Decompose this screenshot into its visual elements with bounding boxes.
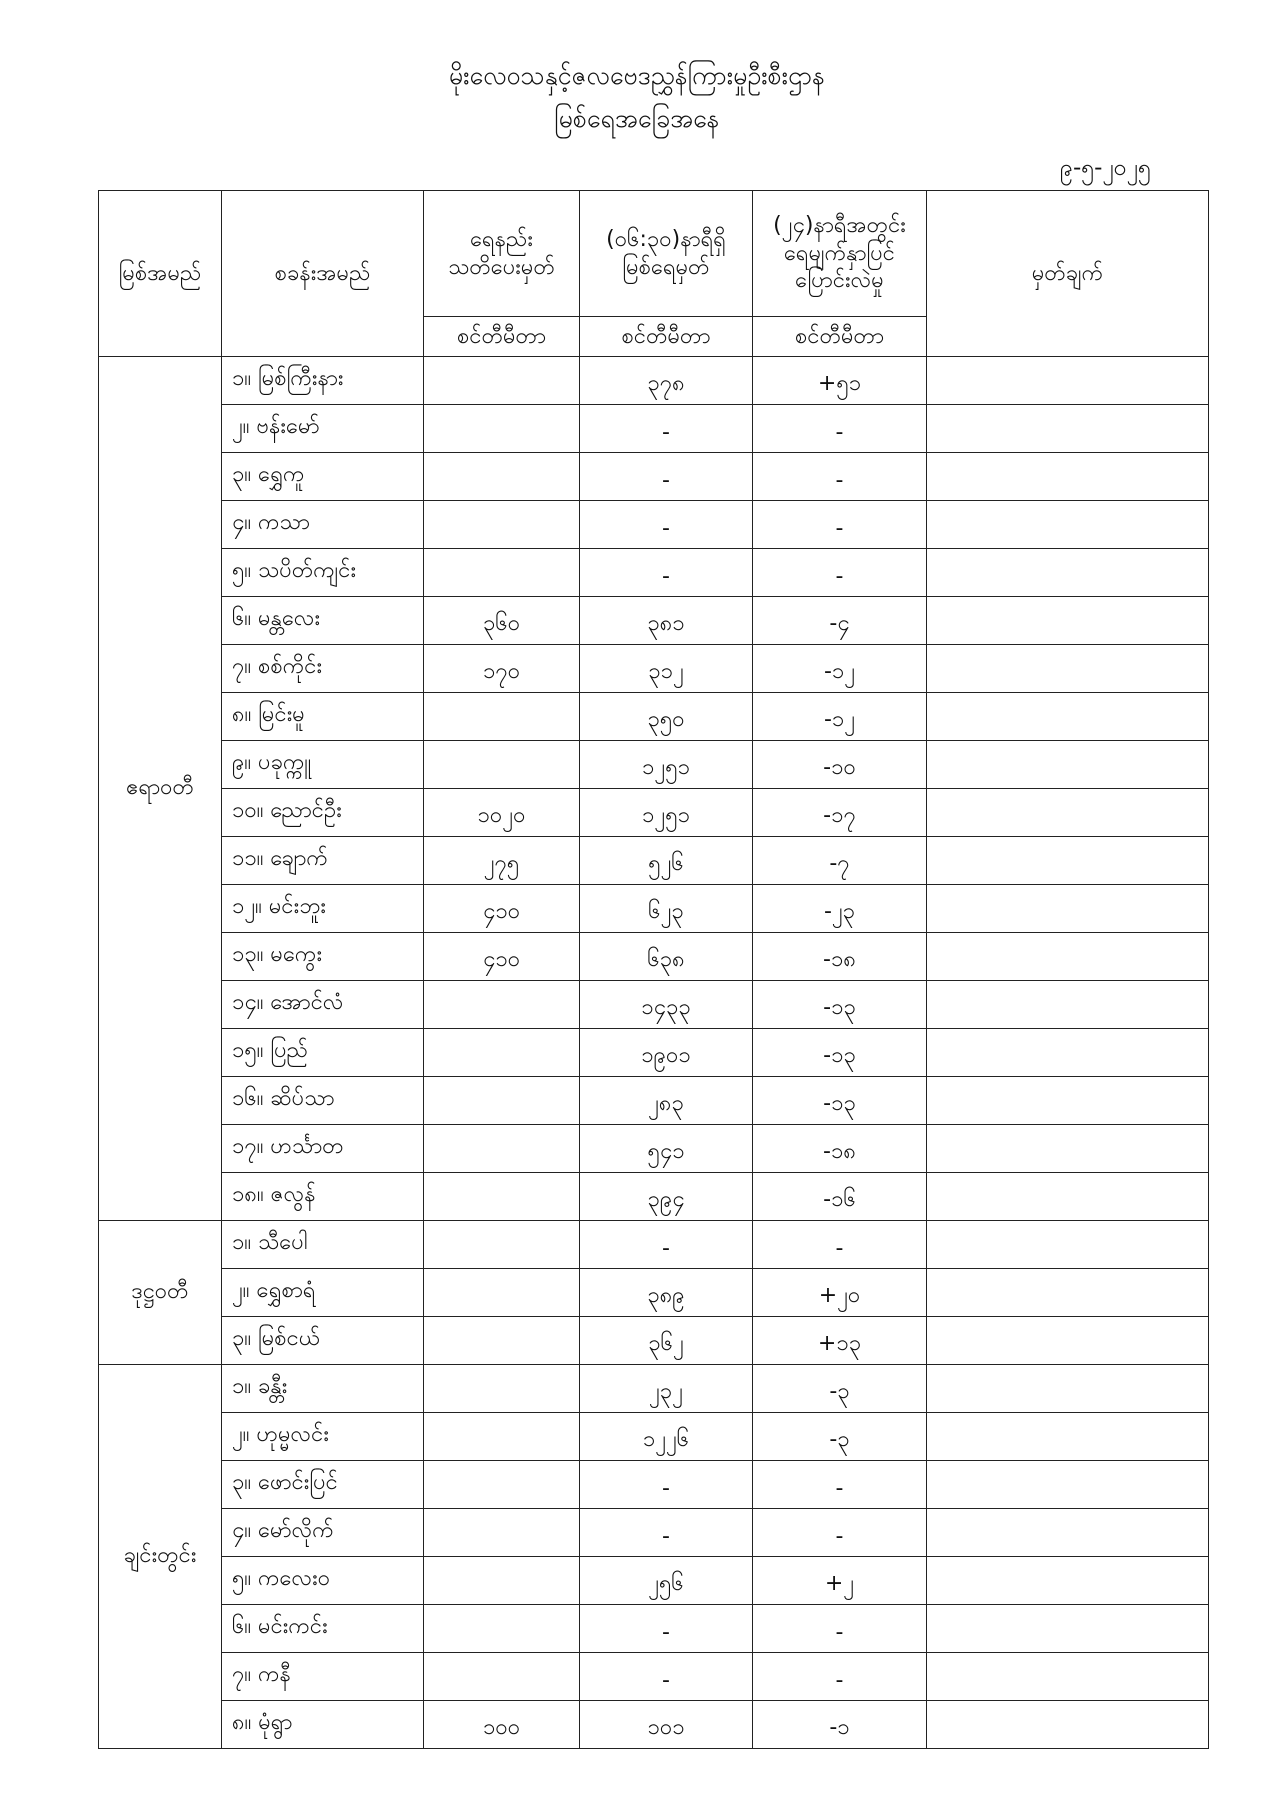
warning-level	[424, 405, 580, 453]
remark	[927, 837, 1209, 885]
warning-level	[424, 453, 580, 501]
remark	[927, 1557, 1209, 1605]
remark	[927, 741, 1209, 789]
water-level: ၂၈၃	[580, 1077, 753, 1125]
warning-level	[424, 357, 580, 405]
col-header-level-text: (၀၆:၃၀)နာရီရှိ မြစ်ရေမှတ်	[606, 227, 726, 280]
warning-level: ၁၇၀	[424, 645, 580, 693]
water-level: ၂၅၆	[580, 1557, 753, 1605]
level-change: -၁၆	[753, 1173, 927, 1221]
remark	[927, 885, 1209, 933]
warning-level	[424, 693, 580, 741]
col-header-change	[753, 191, 927, 317]
level-change: -၁၈	[753, 1125, 927, 1173]
table-row	[99, 597, 1209, 645]
level-change: -၃	[753, 1413, 927, 1461]
remark	[927, 501, 1209, 549]
remark	[927, 933, 1209, 981]
station-name: ၆။ မန္တလေး	[222, 597, 424, 645]
level-change: -	[753, 453, 927, 501]
water-level: ၆၃၈	[580, 933, 753, 981]
warning-level	[424, 1125, 580, 1173]
table-row	[99, 693, 1209, 741]
table-row	[99, 1605, 1209, 1653]
level-change: -၇	[753, 837, 927, 885]
col-header-remark: မှတ်ချက်	[927, 191, 1209, 357]
remark	[927, 1221, 1209, 1269]
remark	[927, 1461, 1209, 1509]
table-row	[99, 1653, 1209, 1701]
remark	[927, 1653, 1209, 1701]
station-name: ၁၈။ ဇလွန်	[222, 1173, 424, 1221]
station-name: ၃။ မြစ်ငယ်	[222, 1317, 424, 1365]
remark	[927, 1077, 1209, 1125]
water-level: -	[580, 1605, 753, 1653]
level-change: -၁၃	[753, 1029, 927, 1077]
warning-level	[424, 741, 580, 789]
table-row	[99, 1413, 1209, 1461]
water-level: -	[580, 1221, 753, 1269]
station-name: ၂။ ဗန်းမော်	[222, 405, 424, 453]
station-name: ၁၂။ မင်းဘူး	[222, 885, 424, 933]
warning-level	[424, 1509, 580, 1557]
remark	[927, 789, 1209, 837]
warning-level	[424, 1077, 580, 1125]
level-change: -	[753, 405, 927, 453]
warning-level	[424, 1653, 580, 1701]
warning-level	[424, 1365, 580, 1413]
page-subtitle: မြစ်ရေအခြေအနေ	[554, 104, 720, 133]
remark	[927, 1125, 1209, 1173]
table-row	[99, 1221, 1209, 1269]
warning-level: ၂၇၅	[424, 837, 580, 885]
remark	[927, 1605, 1209, 1653]
remark	[927, 453, 1209, 501]
warning-level	[424, 1221, 580, 1269]
page-title: မိုးလေဝသနှင့်ဇလဗေဒညွှန်ကြားမှုဦးစီးဌာန	[448, 61, 826, 90]
warning-level: ၄၁၀	[424, 933, 580, 981]
warning-level	[424, 501, 580, 549]
water-level: -	[580, 405, 753, 453]
table-row	[99, 501, 1209, 549]
station-name: ၅။ သပိတ်ကျင်း	[222, 549, 424, 597]
level-change: -	[753, 1653, 927, 1701]
unit-label: စင်တီမီတာ	[424, 317, 580, 357]
table-row	[99, 405, 1209, 453]
station-name: ၃။ ရွှေကူ	[222, 453, 424, 501]
warning-level	[424, 1173, 580, 1221]
remark	[927, 357, 1209, 405]
level-change: -	[753, 501, 927, 549]
table-row	[99, 885, 1209, 933]
warning-level	[424, 1461, 580, 1509]
level-change: -	[753, 1461, 927, 1509]
level-change: -၁၂	[753, 693, 927, 741]
warning-level: ၁၀၂၀	[424, 789, 580, 837]
water-level: ၂၃၂	[580, 1365, 753, 1413]
warning-level	[424, 1317, 580, 1365]
water-level: ၃၉၄	[580, 1173, 753, 1221]
level-change: -၄	[753, 597, 927, 645]
water-level: ၁၂၅၁	[580, 741, 753, 789]
station-name: ၇။ ကနီ	[222, 1653, 424, 1701]
station-name: ၁၃။ မကွေး	[222, 933, 424, 981]
remark	[927, 405, 1209, 453]
level-change: -	[753, 1509, 927, 1557]
warning-level	[424, 1557, 580, 1605]
warning-level: ၃၆၀	[424, 597, 580, 645]
remark	[927, 597, 1209, 645]
remark	[927, 1509, 1209, 1557]
level-change: +၂၀	[753, 1269, 927, 1317]
remark	[927, 1317, 1209, 1365]
level-change: -၁၃	[753, 981, 927, 1029]
table-row	[99, 789, 1209, 837]
remark	[927, 1269, 1209, 1317]
station-name: ၈။ မုံရွာ	[222, 1701, 424, 1749]
warning-level	[424, 1269, 580, 1317]
station-name: ၁၄။ အောင်လံ	[222, 981, 424, 1029]
table-row	[99, 1173, 1209, 1221]
station-name: ၄။ မော်လိုက်	[222, 1509, 424, 1557]
report-date: ၉-၅-၂၀၂၅	[1060, 155, 1151, 181]
water-level: -	[580, 1461, 753, 1509]
station-name: ၂။ ရွှေစာရံ	[222, 1269, 424, 1317]
water-level: ၅၂၆	[580, 837, 753, 885]
station-name: ၁၇။ ဟင်္သာတ	[222, 1125, 424, 1173]
col-header-level	[580, 191, 753, 317]
river-name: ဧရာဝတီ	[99, 357, 222, 1221]
river-name: ဒုဋ္ဌဝတီ	[99, 1221, 222, 1365]
water-level: ၁၂၂၆	[580, 1413, 753, 1461]
unit-label: စင်တီမီတာ	[580, 317, 753, 357]
station-name: ၉။ ပခုက္ကူ	[222, 741, 424, 789]
remark	[927, 981, 1209, 1029]
station-name: ၁၀။ ညောင်ဦး	[222, 789, 424, 837]
station-name: ၄။ ကသာ	[222, 501, 424, 549]
col-header-river: မြစ်အမည်	[99, 191, 222, 357]
table-row	[99, 1701, 1209, 1749]
table-row	[99, 1029, 1209, 1077]
warning-level: ၁၀၀	[424, 1701, 580, 1749]
water-level: ၆၂၃	[580, 885, 753, 933]
water-level: -	[580, 1509, 753, 1557]
table-row	[99, 1269, 1209, 1317]
level-change: -	[753, 1605, 927, 1653]
table-row	[99, 453, 1209, 501]
river-name: ချင်းတွင်း	[99, 1365, 222, 1749]
water-level: ၃၈၉	[580, 1269, 753, 1317]
remark	[927, 1365, 1209, 1413]
water-level: ၃၅၀	[580, 693, 753, 741]
river-level-table	[98, 190, 1209, 1749]
station-name: ၁၆။ ဆိပ်သာ	[222, 1077, 424, 1125]
level-change: -၁	[753, 1701, 927, 1749]
water-level: ၅၄၁	[580, 1125, 753, 1173]
unit-label: စင်တီမီတာ	[753, 317, 927, 357]
water-level: ၁၂၅၁	[580, 789, 753, 837]
warning-level	[424, 1413, 580, 1461]
station-name: ၁။ သီပေါ	[222, 1221, 424, 1269]
water-level: ၃၇၈	[580, 357, 753, 405]
station-name: ၁။ ခန္တီး	[222, 1365, 424, 1413]
water-level: ၃၆၂	[580, 1317, 753, 1365]
station-name: ၅။ ကလေးဝ	[222, 1557, 424, 1605]
station-name: ၁။ မြစ်ကြီးနား	[222, 357, 424, 405]
water-level: ၁၀၁	[580, 1701, 753, 1749]
table-row	[99, 741, 1209, 789]
table-row	[99, 933, 1209, 981]
level-change: -၁၃	[753, 1077, 927, 1125]
level-change: -၂၃	[753, 885, 927, 933]
level-change: +၂	[753, 1557, 927, 1605]
water-level: ၃၈၁	[580, 597, 753, 645]
water-level: -	[580, 549, 753, 597]
warning-level	[424, 1029, 580, 1077]
remark	[927, 1029, 1209, 1077]
remark	[927, 693, 1209, 741]
station-name: ၈။ မြင်းမူ	[222, 693, 424, 741]
table-row	[99, 981, 1209, 1029]
water-level: ၃၁၂	[580, 645, 753, 693]
water-level: -	[580, 501, 753, 549]
level-change: -၃	[753, 1365, 927, 1413]
station-name: ၁၅။ ပြည်	[222, 1029, 424, 1077]
table-row	[99, 549, 1209, 597]
level-change: -၁၀	[753, 741, 927, 789]
col-header-change-text: (၂၄)နာရီအတွင်း ရေမျက်နှာပြင် ပြောင်းလဲမှု	[773, 213, 906, 294]
station-name: ၇။ စစ်ကိုင်း	[222, 645, 424, 693]
table-row	[99, 1557, 1209, 1605]
water-level: -	[580, 453, 753, 501]
table-row	[99, 1317, 1209, 1365]
warning-level	[424, 1605, 580, 1653]
col-header-station: စခန်းအမည်	[222, 191, 424, 357]
warning-level	[424, 981, 580, 1029]
station-name: ၃။ ဖောင်းပြင်	[222, 1461, 424, 1509]
level-change: -၁၇	[753, 789, 927, 837]
col-header-warning	[424, 191, 580, 317]
col-header-warning-text: ရေနည်း သတိပေးမှတ်	[448, 227, 555, 280]
level-change: -	[753, 1221, 927, 1269]
water-level: -	[580, 1653, 753, 1701]
warning-level	[424, 549, 580, 597]
remark	[927, 645, 1209, 693]
table-row	[99, 1509, 1209, 1557]
level-change: -	[753, 549, 927, 597]
table-body	[99, 357, 1209, 1749]
table-row	[99, 1077, 1209, 1125]
water-level: ၁၄၃၃	[580, 981, 753, 1029]
table-row	[99, 1461, 1209, 1509]
remark	[927, 1173, 1209, 1221]
level-change: +၁၃	[753, 1317, 927, 1365]
table-row	[99, 645, 1209, 693]
level-change: -၁၈	[753, 933, 927, 981]
table-row	[99, 357, 1209, 405]
remark	[927, 549, 1209, 597]
remark	[927, 1413, 1209, 1461]
remark	[927, 1701, 1209, 1749]
warning-level: ၄၁၀	[424, 885, 580, 933]
table-row	[99, 837, 1209, 885]
station-name: ၂။ ဟုမ္မလင်း	[222, 1413, 424, 1461]
level-change: +၅၁	[753, 357, 927, 405]
water-level: ၁၉၀၁	[580, 1029, 753, 1077]
table-row	[99, 1125, 1209, 1173]
station-name: ၁၁။ ချောက်	[222, 837, 424, 885]
level-change: -၁၂	[753, 645, 927, 693]
station-name: ၆။ မင်းကင်း	[222, 1605, 424, 1653]
table-row	[99, 1365, 1209, 1413]
